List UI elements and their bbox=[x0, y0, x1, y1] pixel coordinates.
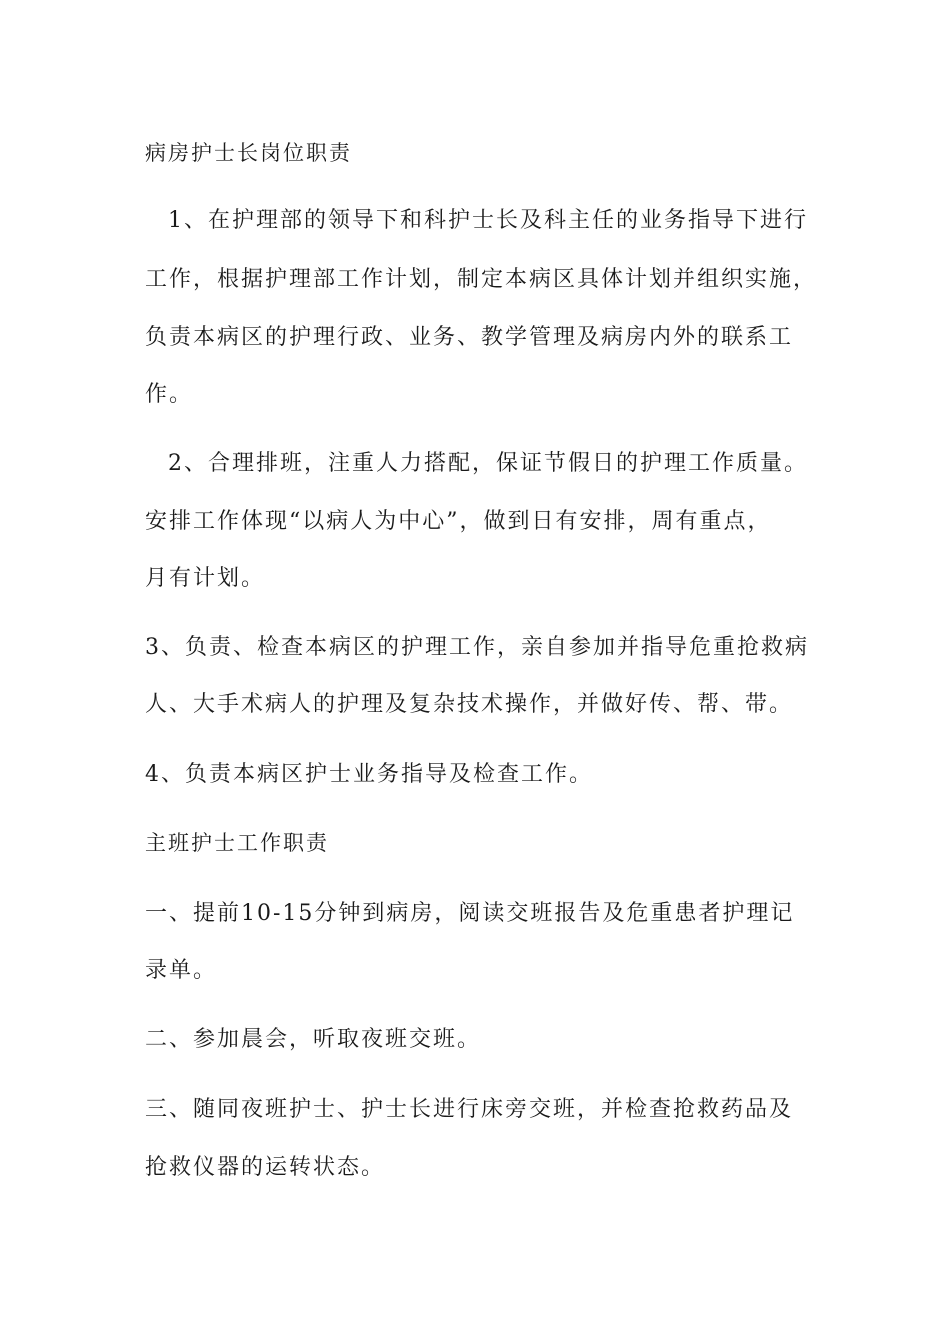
paragraph-line: 2、合理排班，注重人力搭配，保证节假日的护理工作质量。 bbox=[168, 451, 808, 476]
paragraph-line: 1、在护理部的领导下和科护士长及科主任的业务指导下进行 bbox=[168, 208, 808, 233]
paragraph-line: 作。 bbox=[145, 382, 194, 407]
paragraph-line: 负责本病区的护理行政、业务、教学管理及病房内外的联系工 bbox=[145, 325, 794, 350]
paragraph-line: 月有计划。 bbox=[145, 566, 266, 591]
paragraph-line: 工作，根据护理部工作计划，制定本病区具体计划并组织实施， bbox=[145, 267, 818, 292]
section-title-main-nurse: 主班护士工作职责 bbox=[145, 831, 329, 855]
paragraph-line: 一、提前10-15分钟到病房，阅读交班报告及危重患者护理记 bbox=[145, 901, 795, 926]
paragraph-line: 三、随同夜班护士、护士长进行床旁交班，并检查抢救药品及 bbox=[145, 1097, 794, 1122]
paragraph-line: 安排工作体现“以病人为中心”，做到日有安排，周有重点， bbox=[145, 509, 772, 534]
paragraph-line: 抢救仪器的运转状态。 bbox=[145, 1155, 386, 1180]
paragraph-line: 二、参加晨会，听取夜班交班。 bbox=[145, 1027, 482, 1052]
paragraph-line: 人、大手术病人的护理及复杂技术操作，并做好传、帮、带。 bbox=[145, 692, 794, 717]
section-title-head-nurse: 病房护士长岗位职责 bbox=[145, 141, 352, 165]
paragraph-line: 3、负责、检查本病区的护理工作，亲自参加并指导危重抢救病 bbox=[145, 635, 809, 660]
paragraph-line: 4、负责本病区护士业务指导及检查工作。 bbox=[145, 762, 593, 787]
paragraph-line: 录单。 bbox=[145, 958, 218, 983]
